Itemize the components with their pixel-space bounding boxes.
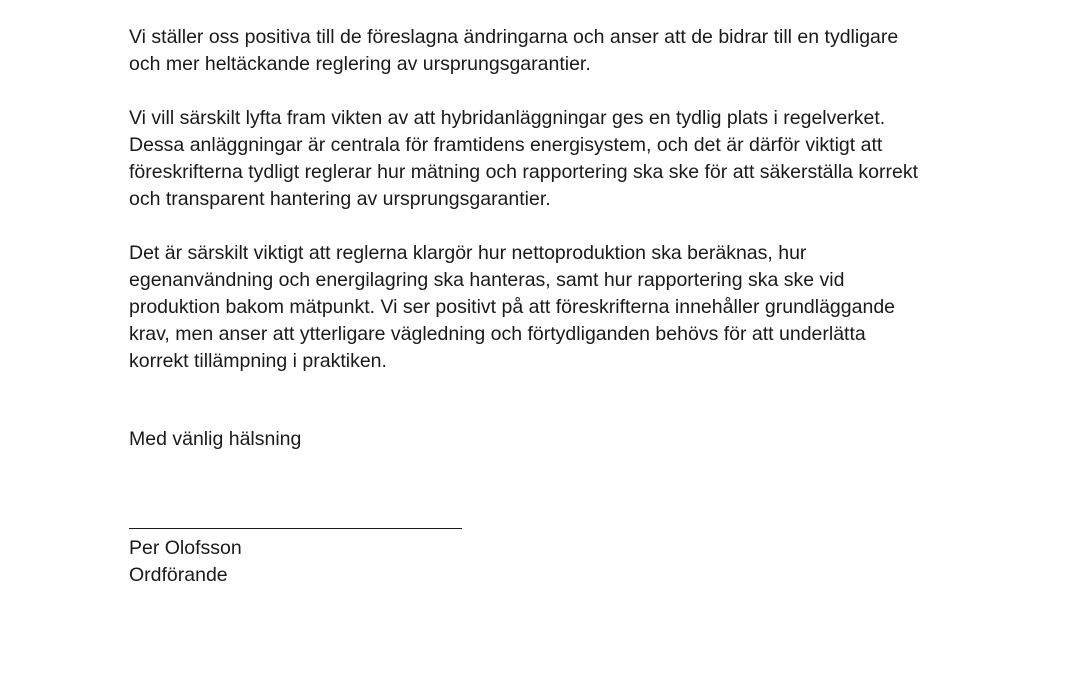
paragraph-line: krav, men anser att ytterligare vägledning och förtydliganden behövs för att underlätta (129, 323, 866, 345)
letter-body (129, 24, 959, 402)
paragraph-line: produktion bakom mätpunkt. Vi ser positivt på att föreskrifterna innehåller grundläggande (129, 296, 896, 318)
paragraph-1 (129, 24, 959, 78)
paragraph-line: Vi vill särskilt lyfta fram vikten av att hybridanläggningar ges en tydlig plats i regelverket. (129, 107, 886, 129)
signature-line (129, 528, 462, 529)
paragraph-line: egenanvändning och energilagring ska hanteras, samt hur rapportering ska ske vid (129, 269, 845, 291)
paragraph-line: korrekt tillämpning i praktiken. (129, 350, 387, 372)
paragraph-line: Det är särskilt viktigt att reglerna klargör hur nettoproduktion ska beräknas, hur (129, 242, 807, 264)
paragraph-3 (129, 240, 959, 375)
paragraph-line: föreskrifterna tydligt reglerar hur mätning och rapportering ska ske för att säkerställa korrekt (129, 161, 919, 183)
paragraph-line: och mer heltäckande reglering av ursprungsgarantier. (129, 53, 591, 75)
paragraph-line: och transparent hantering av ursprungsgarantier. (129, 188, 551, 210)
paragraph-line: Dessa anläggningar är centrala för framtidens energisystem, och det är därför viktigt att (129, 134, 883, 156)
paragraph-2 (129, 105, 959, 213)
closing-phrase: Med vänlig hälsning (129, 428, 302, 450)
paragraph-line: Vi ställer oss positiva till de föreslagna ändringarna och anser att de bidrar till en tydligare (129, 26, 899, 48)
signatory-title: Ordförande (129, 564, 228, 586)
signatory-name: Per Olofsson (129, 537, 242, 559)
